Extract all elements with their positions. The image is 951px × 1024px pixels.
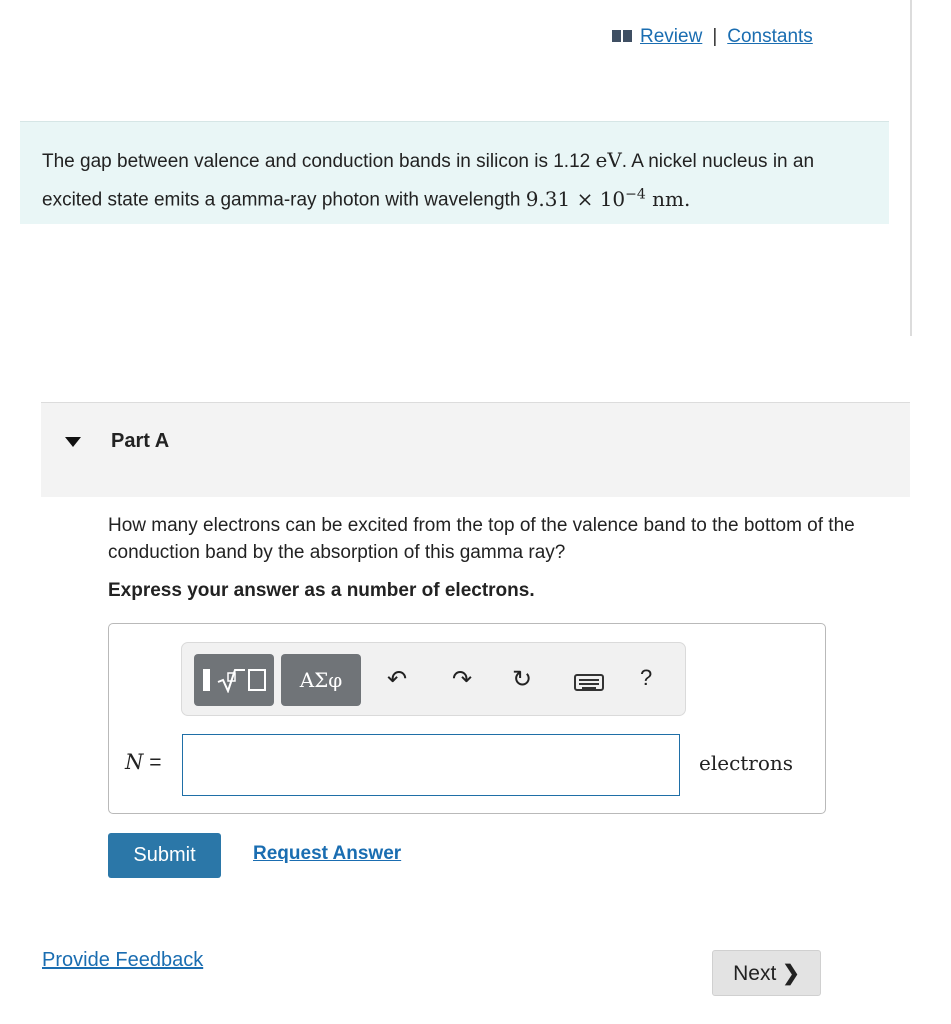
part-a-header[interactable]	[41, 402, 910, 497]
book-icon	[612, 30, 634, 44]
request-answer-link[interactable]: Request Answer	[253, 843, 402, 864]
answer-instruction: Express your answer as a number of electrons.	[108, 580, 535, 601]
question-text: How many electrons can be excited from the top of the valence band to the bottom of the conduction band by the absorption of this gamma ray?	[108, 515, 855, 563]
help-icon[interactable]: ?	[640, 665, 653, 690]
placeholder-box-icon	[248, 669, 266, 691]
next-button[interactable]	[712, 950, 821, 996]
reset-icon[interactable]: ↻	[512, 666, 533, 693]
problem-intro	[20, 121, 889, 224]
link-separator: |	[712, 26, 718, 47]
answer-input[interactable]	[182, 734, 680, 796]
right-scroll-divider	[910, 0, 912, 336]
variable-label: N =	[125, 750, 162, 774]
greek-symbols-button[interactable]: ΑΣφ	[281, 654, 361, 706]
answer-unit: electrons	[699, 751, 794, 775]
chevron-right-icon: ❯	[782, 961, 800, 985]
intro-unit-ev: eV	[595, 148, 622, 172]
cursor-block-icon	[203, 669, 210, 691]
undo-icon[interactable]: ↶	[387, 666, 408, 693]
intro-text-a: The gap between valence and conduction bands in silicon is 1.12	[42, 151, 596, 172]
top-links	[612, 26, 813, 48]
constants-link[interactable]: Constants	[727, 26, 813, 47]
keyboard-icon[interactable]	[574, 674, 604, 691]
answer-box	[108, 623, 826, 814]
part-title: Part A	[111, 430, 170, 452]
templates-button[interactable]	[194, 654, 274, 706]
collapse-caret-icon[interactable]	[65, 437, 81, 447]
review-link[interactable]: Review	[640, 26, 703, 47]
submit-button[interactable]: Submit	[108, 833, 221, 878]
wavelength-value: $9.31 \times 10^{-4}$ nm.	[525, 186, 691, 211]
sqrt-icon	[216, 667, 246, 693]
redo-icon[interactable]: ↷	[452, 666, 473, 693]
intro-text-b: . A nickel nucleus in an excited state emits a gamma-ray photon with wavelength	[42, 151, 815, 211]
math-toolbar	[181, 642, 686, 716]
provide-feedback-link[interactable]: Provide Feedback	[42, 949, 204, 971]
next-label: Next	[733, 961, 777, 985]
